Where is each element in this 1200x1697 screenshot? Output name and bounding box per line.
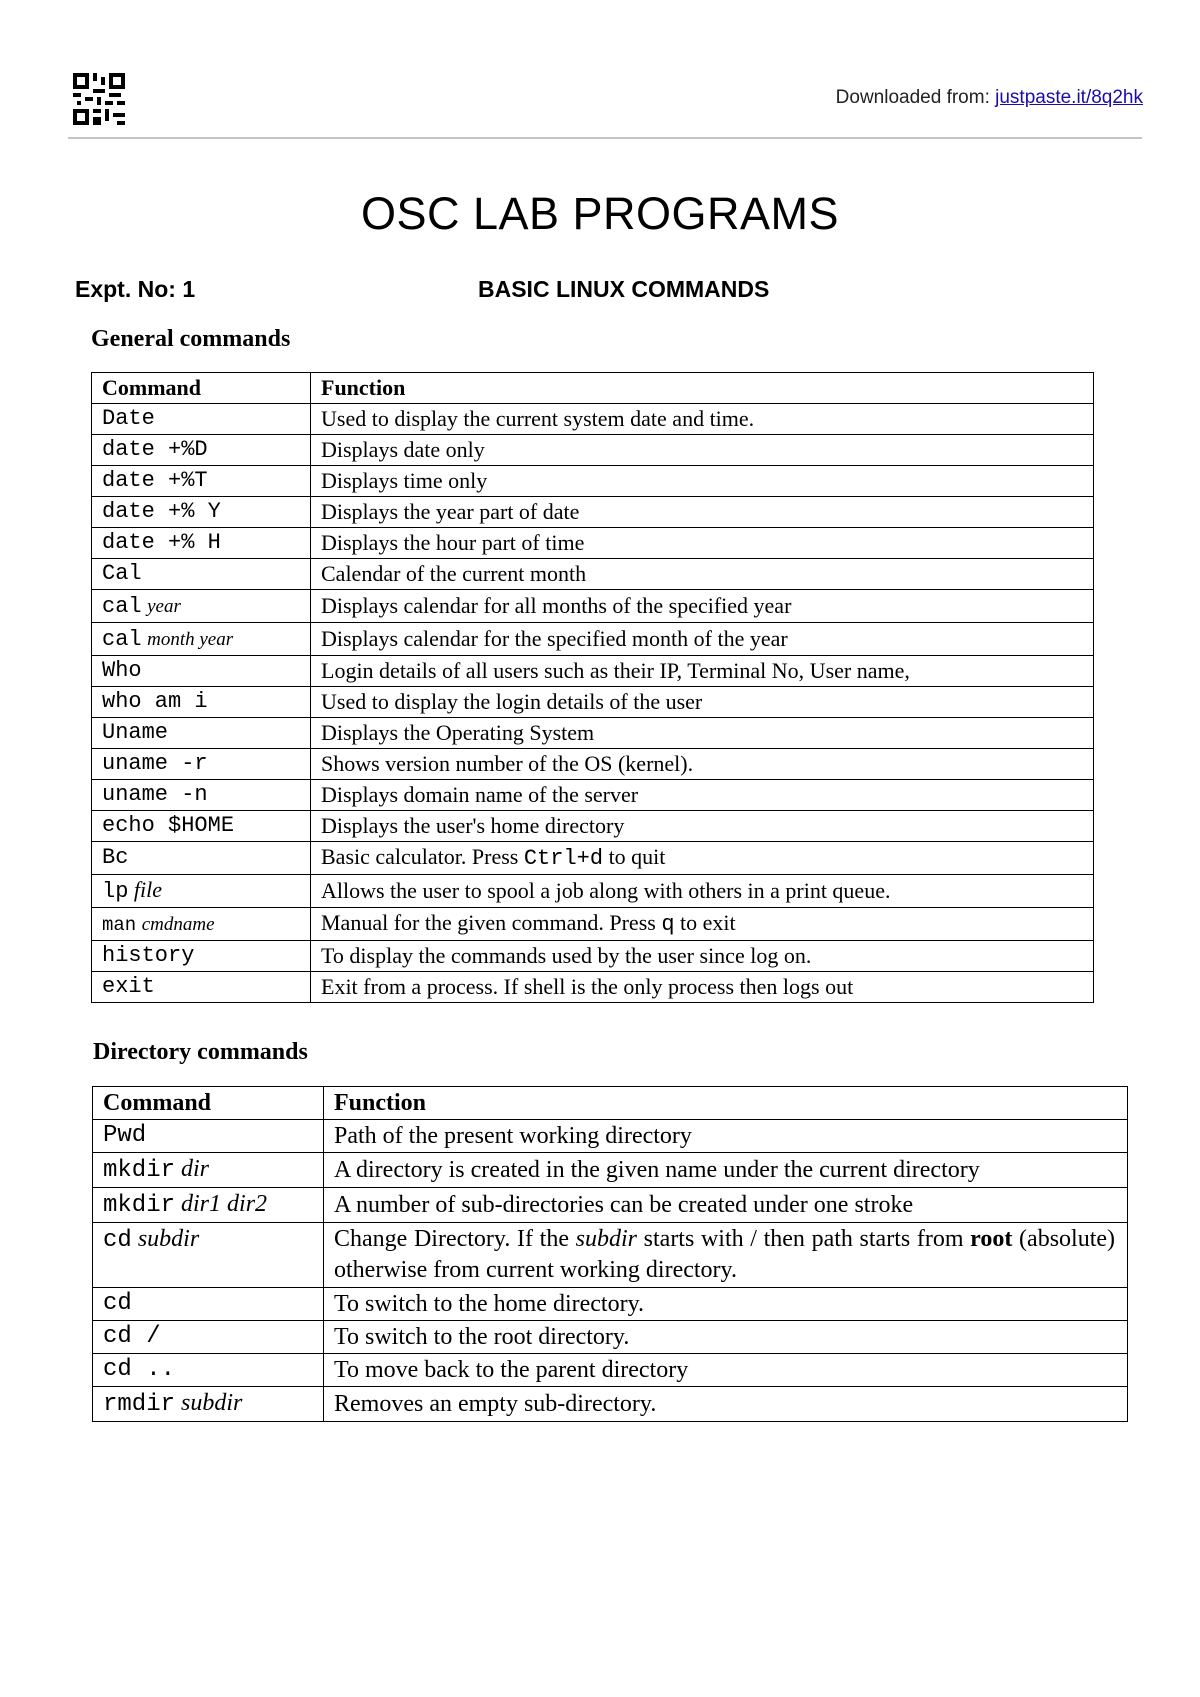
command-cell: who am i: [92, 687, 311, 718]
key-combo: Ctrl+d: [523, 846, 604, 871]
function-cell: Displays the hour part of time: [311, 528, 1094, 559]
downloaded-label: Downloaded from:: [835, 87, 996, 108]
table-row: [93, 1321, 1128, 1354]
function-strong: root: [970, 1226, 1013, 1252]
page-title: OSC LAB PROGRAMS: [360, 188, 840, 239]
table-row: [92, 811, 1094, 842]
source-link[interactable]: justpaste.it/8q2hk: [995, 87, 1143, 108]
command-cell: [93, 1223, 324, 1288]
command-argument: subdir: [181, 1390, 243, 1416]
command-cell: history: [92, 941, 311, 972]
function-text: Manual for the given command. Press: [321, 910, 662, 935]
command-argument: file: [133, 877, 163, 902]
table-row: [93, 1188, 1128, 1223]
command-name: rmdir: [103, 1391, 176, 1418]
command-cell: date +%T: [92, 466, 311, 497]
table-row: [92, 590, 1094, 623]
command-cell: [92, 623, 311, 656]
command-name: mkdir: [103, 1157, 176, 1184]
function-cell: Calendar of the current month: [311, 559, 1094, 590]
column-header-function: Function: [311, 373, 1094, 404]
function-cell: Displays the Operating System: [311, 718, 1094, 749]
directory-commands-table: [92, 1086, 1128, 1422]
function-cell: [324, 1223, 1128, 1288]
function-cell: Used to display the current system date and time.: [311, 404, 1094, 435]
column-header-command: Command: [92, 373, 311, 404]
command-cell: exit: [92, 972, 311, 1003]
table-row: [92, 842, 1094, 875]
function-cell: To switch to the root directory.: [324, 1321, 1128, 1354]
directory-commands-heading: Directory commands: [93, 1039, 308, 1065]
function-cell: Displays domain name of the server: [311, 780, 1094, 811]
table-row: [93, 1120, 1128, 1153]
command-cell: date +%D: [92, 435, 311, 466]
command-cell: [93, 1153, 324, 1188]
function-text: to exit: [674, 910, 736, 935]
download-source: [836, 87, 1143, 109]
qr-code-icon: [73, 73, 125, 125]
command-argument: year: [147, 596, 181, 617]
function-cell: Displays time only: [311, 466, 1094, 497]
function-cell: Shows version number of the OS (kernel).: [311, 749, 1094, 780]
function-cell: [311, 842, 1094, 875]
column-header-command: Command: [93, 1087, 324, 1120]
function-cell: Displays calendar for the specified month of the year: [311, 623, 1094, 656]
table-row: [92, 687, 1094, 718]
key-combo: q: [661, 912, 675, 937]
function-cell: Exit from a process. If shell is the only process then logs out: [311, 972, 1094, 1003]
table-row: [93, 1288, 1128, 1321]
column-header-function: Function: [324, 1087, 1128, 1120]
function-cell: Displays date only: [311, 435, 1094, 466]
function-text: to quit: [603, 844, 666, 869]
command-name: cd: [103, 1227, 132, 1254]
function-cell: A directory is created in the given name under the current directory: [324, 1153, 1128, 1188]
table-row: [92, 908, 1094, 941]
function-cell: To move back to the parent directory: [324, 1354, 1128, 1387]
command-argument: dir: [181, 1156, 210, 1182]
command-cell: [92, 908, 311, 941]
command-argument: dir1 dir2: [181, 1191, 268, 1217]
command-cell: [93, 1387, 324, 1422]
command-cell: cd ..: [93, 1354, 324, 1387]
table-row: [92, 941, 1094, 972]
table-row: [92, 623, 1094, 656]
command-cell: Bc: [92, 842, 311, 875]
function-cell: To switch to the home directory.: [324, 1288, 1128, 1321]
table-row: [92, 972, 1094, 1003]
command-cell: uname -r: [92, 749, 311, 780]
general-commands-heading: General commands: [91, 326, 291, 352]
command-name: mkdir: [103, 1192, 176, 1219]
table-row: [92, 404, 1094, 435]
command-cell: cd /: [93, 1321, 324, 1354]
table-row: [93, 1354, 1128, 1387]
table-row: [92, 528, 1094, 559]
function-text: starts with / then path starts from: [637, 1226, 971, 1252]
command-name: man: [102, 914, 137, 936]
table-row: [92, 466, 1094, 497]
table-row: [92, 435, 1094, 466]
function-text: Basic calculator. Press: [321, 844, 524, 869]
command-cell: [93, 1188, 324, 1223]
table-row: [93, 1387, 1128, 1422]
function-cell: Allows the user to spool a job along with others in a print queue.: [311, 875, 1094, 908]
command-name: cal: [102, 627, 142, 652]
function-cell: Displays calendar for all months of the specified year: [311, 590, 1094, 623]
function-cell: [311, 908, 1094, 941]
command-cell: Pwd: [93, 1120, 324, 1153]
command-argument: cmdname: [141, 914, 215, 935]
general-commands-table: [91, 372, 1094, 1003]
table-row: [93, 1153, 1128, 1188]
function-text: Change Directory. If the: [334, 1226, 576, 1252]
table-header-row: [92, 373, 1094, 404]
table-row: [92, 497, 1094, 528]
function-text: (absolute) otherwise from current working directory.: [334, 1226, 1116, 1283]
command-cell: date +% Y: [92, 497, 311, 528]
table-row: [92, 718, 1094, 749]
table-row: [92, 559, 1094, 590]
function-cell: A number of sub-directories can be created under one stroke: [324, 1188, 1128, 1223]
command-argument: month year: [147, 629, 234, 650]
command-cell: echo $HOME: [92, 811, 311, 842]
command-cell: date +% H: [92, 528, 311, 559]
table-row: [92, 780, 1094, 811]
function-cell: Used to display the login details of the user: [311, 687, 1094, 718]
function-cell: Login details of all users such as their IP, Terminal No, User name,: [311, 656, 1094, 687]
table-row: [92, 875, 1094, 908]
command-name: lp: [102, 879, 129, 904]
command-cell: Uname: [92, 718, 311, 749]
experiment-number: Expt. No: 1: [75, 276, 196, 302]
header-divider: [68, 137, 1142, 139]
function-cell: To display the commands used by the user since log on.: [311, 941, 1094, 972]
command-cell: [92, 875, 311, 908]
command-name: cal: [102, 594, 142, 619]
function-cell: Removes an empty sub-directory.: [324, 1387, 1128, 1422]
command-argument: subdir: [137, 1226, 200, 1252]
table-header-row: [93, 1087, 1128, 1120]
command-cell: uname -n: [92, 780, 311, 811]
command-cell: [92, 590, 311, 623]
command-cell: cd: [93, 1288, 324, 1321]
function-cell: Displays the user's home directory: [311, 811, 1094, 842]
table-row: [92, 656, 1094, 687]
function-cell: Displays the year part of date: [311, 497, 1094, 528]
function-emphasis: subdir: [575, 1226, 637, 1252]
function-cell: Path of the present working directory: [324, 1120, 1128, 1153]
table-row: [92, 749, 1094, 780]
command-cell: Date: [92, 404, 311, 435]
experiment-subject: BASIC LINUX COMMANDS: [478, 276, 770, 302]
command-cell: Who: [92, 656, 311, 687]
table-row: [93, 1223, 1128, 1288]
command-cell: Cal: [92, 559, 311, 590]
